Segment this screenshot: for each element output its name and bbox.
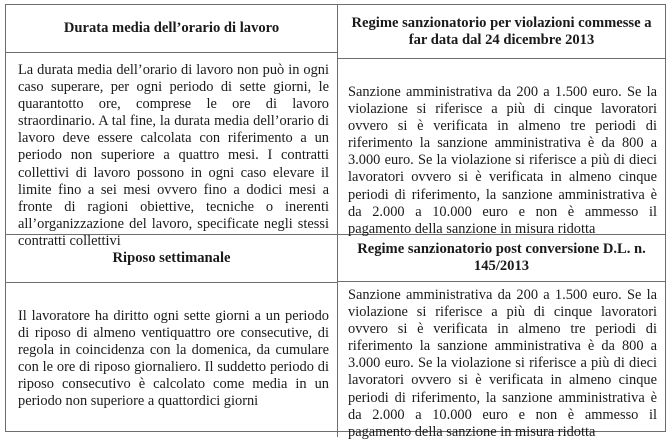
body-text: Sanzione amministrativa da 200 a 1.500 euro. Se la violazione si riferisce a più di cinque lavoratori ovvero si è verificata in almeno tre periodi di riferimento la sanzione amministrativa è da 800 a 3.000 euro. Se la violazione si riferisce a più di dieci lavoratori ovvero si è verificata in almeno cinque periodi di riferimento, la sanzione amministrativa è da 2.000 a 10.000 euro e non è ammesso il pagamento della sanzione in misura ridotta xyxy=(348,287,657,440)
body-durata-media xyxy=(6,62,337,249)
body-text: Sanzione amministrativa da 200 a 1.500 euro. Se la violazione si riferisce a più di cinque lavoratori ovvero si è verificata in almeno tre periodi di riferimento la sanzione amministrativa è da 800 a 3.000 euro. Se la violazione si riferisce a più di dieci lavoratori ovvero si è verificata in almeno cinque periodi di riferimento, la sanzione amministrativa è da 2.000 a 10.000 euro e non è ammesso il pagamento della sanzione in misura ridotta xyxy=(348,84,657,237)
body-riposo-settimanale xyxy=(6,308,337,428)
row-divider xyxy=(337,58,666,59)
header-text: Riposo settimanale xyxy=(112,250,231,266)
row-divider xyxy=(5,52,337,53)
body-text: La durata media dell’orario di lavoro non può in ogni caso superare, per ogni periodo di sette giorni, le quarantotto ore, comprese le ore di lavoro straordinario. A tal fine, la durata media dell’orario di lavoro deve essere calcolata con riferimento a un periodo non superiore a quattro mesi. I contratti collettivi di lavoro possono in ogni caso elevare il limite fino a sei mesi ovvero fino a dodici mesi a fronte di ragioni obiettive, tecniche o inerenti all’organizzazione del lavoro, specificate negli stessi contratti collettivi xyxy=(18,62,329,249)
row-divider xyxy=(5,282,337,283)
body-text: Il lavoratore ha diritto ogni sette giorni a un periodo di riposo di almeno ventiquattro ore consecutive, di regola in coincidenza con la domenica, da cumulare con le ore di riposo giornaliero. Il suddetto periodo di riposo consecutivo è calcolato come media in un periodo non superiore a quattordici giorni xyxy=(18,308,329,410)
header-text: Regime sanzionatorio per violazioni commesse a far data dal 24 dicembre 2013 xyxy=(351,14,652,48)
header-regime-post-conversione xyxy=(338,235,665,281)
header-durata-media xyxy=(6,5,337,52)
header-text: Regime sanzionatorio post conversione D.L. n. 145/2013 xyxy=(357,241,646,274)
body-regime-sanzionatorio-2013 xyxy=(338,84,665,237)
header-regime-sanzionatorio-2013 xyxy=(338,5,665,58)
row-divider xyxy=(337,281,666,282)
header-riposo-settimanale xyxy=(6,235,337,282)
header-text: Durata media dell’orario di lavoro xyxy=(63,20,280,36)
body-regime-post-conversione xyxy=(338,287,665,440)
